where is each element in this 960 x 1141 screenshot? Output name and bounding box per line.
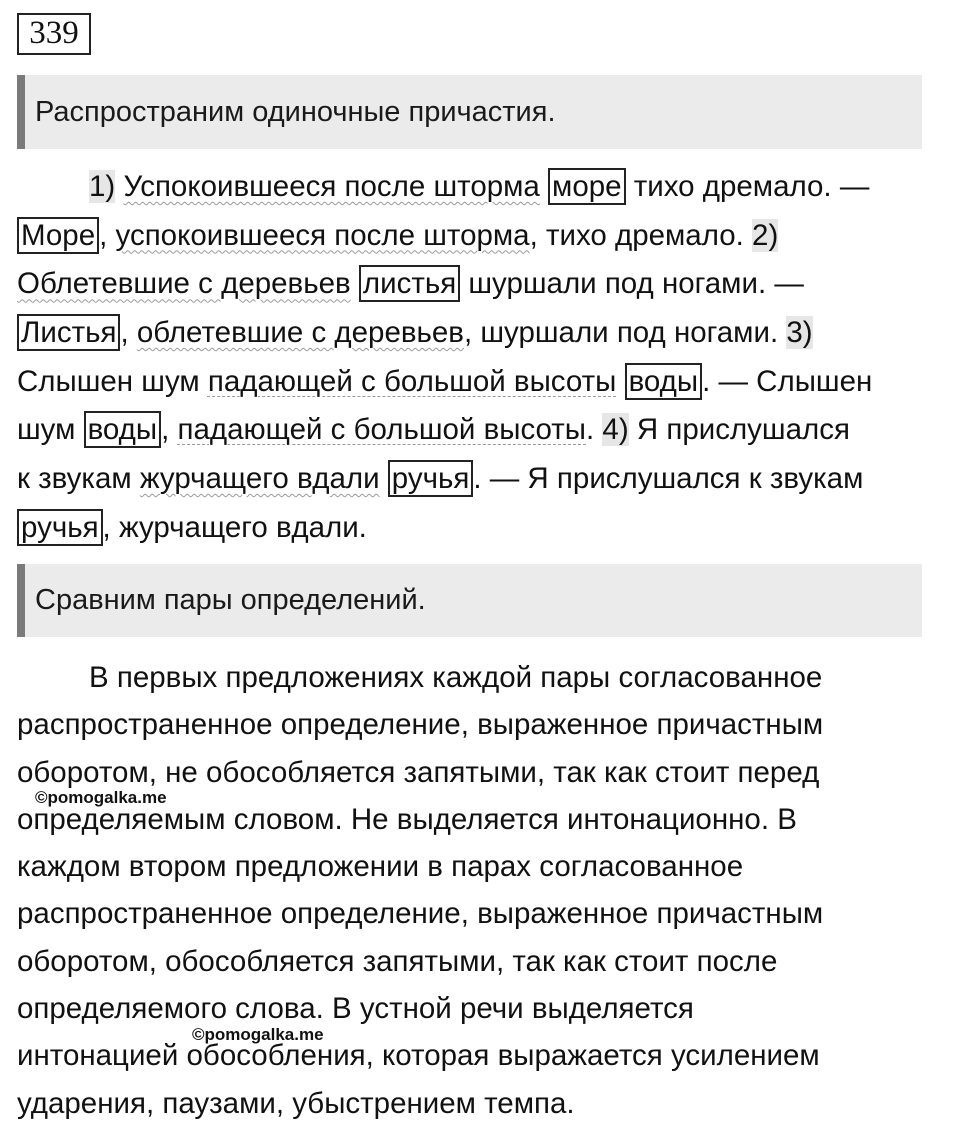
plain-text: , bbox=[120, 316, 129, 350]
explanation-line: интонацией обособления, которая выражается усилением bbox=[17, 1039, 820, 1073]
examples-line bbox=[17, 455, 942, 504]
examples-line bbox=[17, 212, 942, 261]
defined-word: Море bbox=[17, 217, 99, 254]
defined-word: ручья bbox=[17, 509, 103, 546]
plain-text: , bbox=[99, 218, 108, 252]
participle-phrase: успокоившееся после шторма bbox=[115, 218, 530, 252]
explanation-line: ударения, паузами, убыстрением темпа. bbox=[17, 1086, 575, 1120]
watermark: ©pomogalka.me bbox=[35, 788, 167, 807]
defined-word: воды bbox=[625, 363, 703, 400]
examples-paragraph bbox=[17, 163, 942, 553]
explanation-line: определяемым словом. Не выделяется интонационно. В bbox=[17, 802, 797, 836]
plain-text: . bbox=[586, 413, 595, 447]
explanation-line: каждом втором предложении в парах согласованное bbox=[17, 850, 744, 884]
plain-text: , шуршали под ногами. bbox=[463, 316, 779, 350]
plain-text: шуршали под ногами. — bbox=[468, 267, 804, 301]
defined-word: воды bbox=[84, 411, 162, 448]
explanation-line: распространенное определение, выраженное причастным bbox=[17, 708, 824, 742]
examples-line bbox=[17, 260, 942, 309]
task-heading-1 bbox=[17, 75, 922, 149]
exercise-number: 339 bbox=[17, 13, 91, 55]
plain-text: , bbox=[161, 413, 170, 447]
item-number: 1) bbox=[89, 170, 116, 203]
defined-word: Листья bbox=[17, 314, 120, 351]
explanation-line: оборотом, обособляется запятыми, так как стоит после bbox=[17, 944, 778, 978]
item-number: 4) bbox=[602, 413, 629, 447]
plain-text: Я прислушался bbox=[636, 413, 850, 447]
plain-text: тихо дремало. — bbox=[633, 170, 870, 203]
item-number: 3) bbox=[786, 316, 813, 350]
defined-word: море bbox=[548, 168, 626, 205]
task-heading-1-text: Распространим одиночные причастия. bbox=[35, 95, 556, 128]
plain-text: , тихо дремало. bbox=[529, 218, 744, 252]
watermark: ©pomogalka.me bbox=[192, 1025, 324, 1044]
plain-text: шум bbox=[17, 413, 76, 447]
examples-line bbox=[17, 406, 942, 455]
participle-phrase: падающей с большой высоты bbox=[177, 413, 587, 447]
participle-phrase: падающей с большой высоты bbox=[207, 364, 617, 398]
defined-word: ручья bbox=[388, 460, 474, 497]
explanation-paragraph bbox=[17, 654, 942, 1127]
explanation-line: определяемого слова. В устной речи выделяется bbox=[17, 992, 694, 1026]
explanation-line: оборотом, не обособляется запятыми, так как стоит перед bbox=[17, 755, 820, 789]
plain-text: . — Я прислушался к звукам bbox=[473, 462, 864, 496]
plain-text: к звукам bbox=[17, 462, 132, 496]
participle-phrase: журчащего вдали bbox=[139, 462, 380, 496]
participle-phrase: Успокоившееся после шторма bbox=[123, 170, 540, 203]
task-heading-2 bbox=[17, 564, 922, 637]
item-number: 2) bbox=[752, 218, 779, 252]
examples-line bbox=[17, 358, 942, 407]
examples-line bbox=[17, 309, 942, 358]
plain-text: , журчащего вдали. bbox=[102, 510, 367, 544]
examples-line bbox=[17, 163, 942, 212]
plain-text: . — Слышен bbox=[702, 364, 873, 398]
participle-phrase: Облетевшие с деревьев bbox=[17, 267, 351, 301]
participle-phrase: облетевшие с деревьев bbox=[136, 316, 464, 350]
examples-line bbox=[17, 504, 942, 553]
explanation-line: В первых предложениях каждой пары согласованное bbox=[89, 661, 823, 694]
explanation-line: распространенное определение, выраженное причастным bbox=[17, 897, 824, 931]
plain-text: Слышен шум bbox=[17, 364, 200, 398]
task-heading-2-text: Сравним пары определений. bbox=[35, 584, 426, 616]
defined-word: листья bbox=[359, 265, 460, 302]
